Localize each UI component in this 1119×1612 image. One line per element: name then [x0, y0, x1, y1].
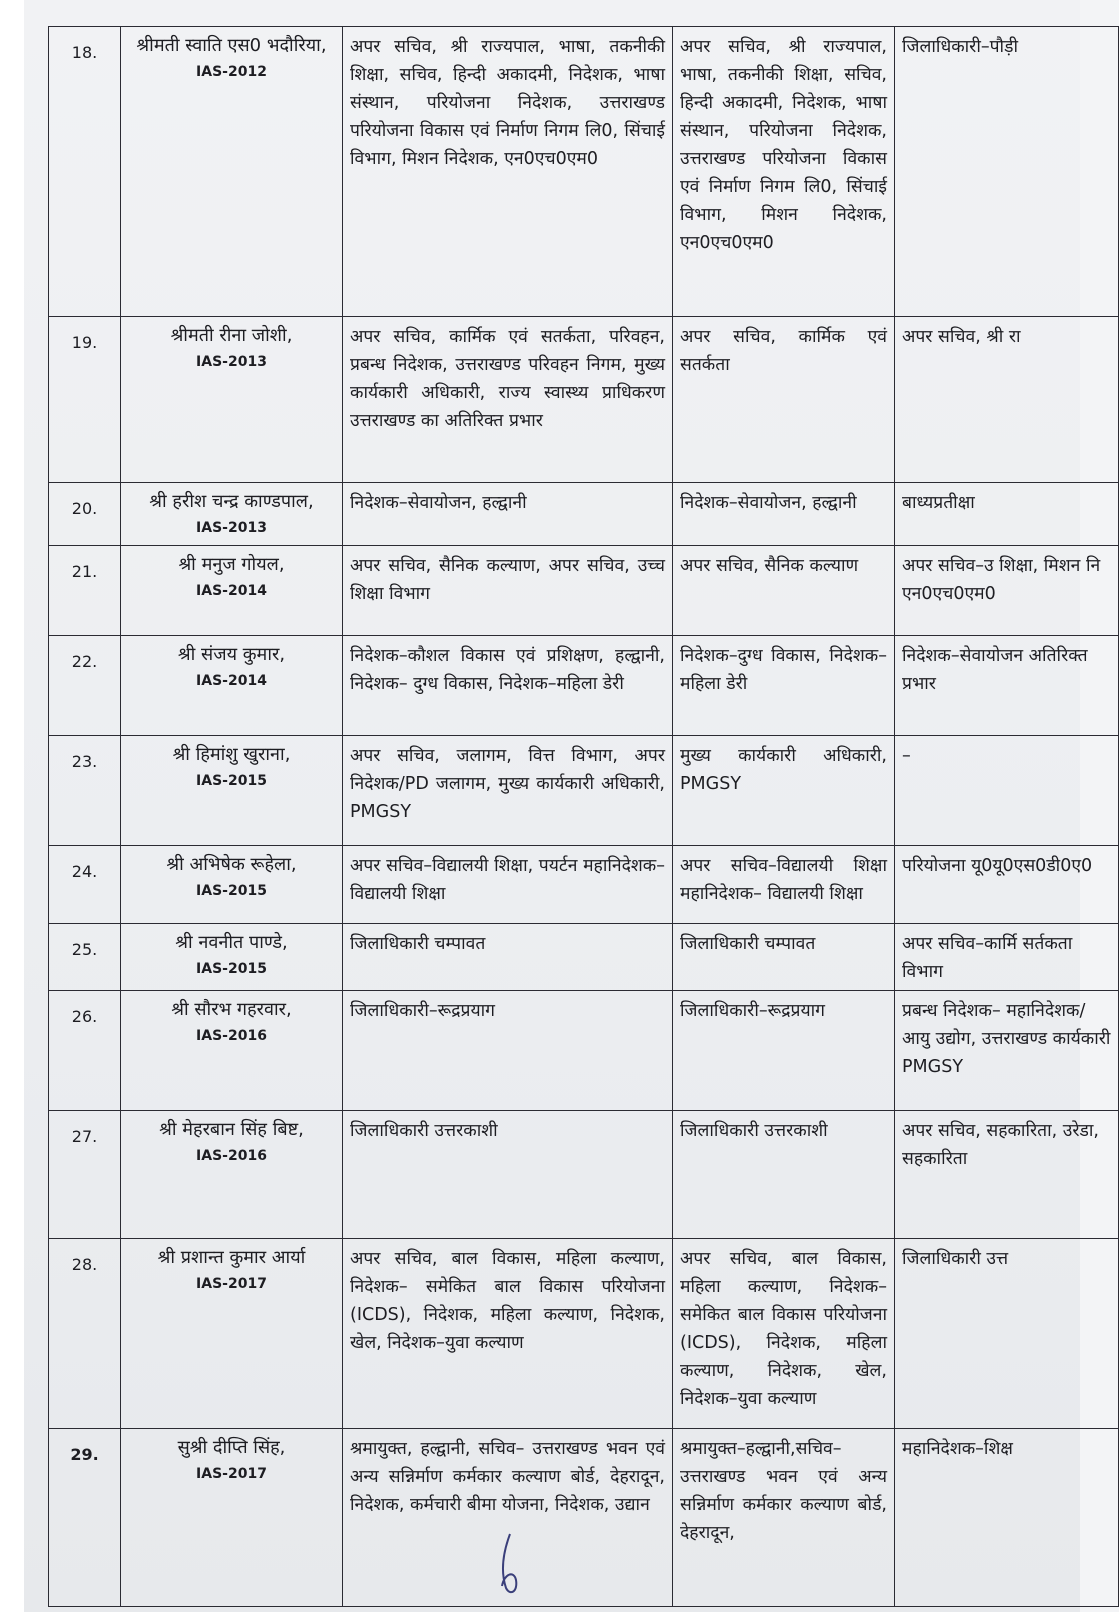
new-posting: परियोजना यू0यू0एस0डी0ए0 — [895, 846, 1119, 924]
new-posting: अपर सचिव–उ शिक्षा, मिशन नि एन0एच0एम0 — [895, 546, 1119, 636]
table-row — [49, 1111, 1119, 1239]
serial-number: 21. — [49, 546, 121, 636]
previous-posting: अपर सचिव, सैनिक कल्याण, अपर सचिव, उच्च शिक्षा विभाग — [343, 546, 673, 636]
new-posting: प्रबन्ध निदेशक– महानिदेशक/आयु उद्योग, उत्तराखण्ड कार्यकारी PMGSY — [895, 991, 1119, 1111]
new-posting: अपर सचिव–कार्मि सर्तकता विभाग — [895, 924, 1119, 991]
table-row — [49, 1429, 1119, 1607]
previous-posting: अपर सचिव, जलागम, वित्त विभाग, अपर निदेशक/PD जलागम, मुख्य कार्यकारी अधिकारी, PMGSY — [343, 736, 673, 846]
previous-posting: अपर सचिव, श्री राज्यपाल, भाषा, तकनीकी शिक्षा, सचिव, हिन्दी अकादमी, निदेशक, भाषा संस्थान, परियोजना निदेशक, उत्तराखण्ड परियोजना विकास एवं निर्माण निगम लि0, सिंचाई विभाग, मिशन निदेशक, एन0एच0एम0 — [343, 27, 673, 317]
officer-batch: IAS-2015 — [196, 883, 267, 899]
new-posting: महानिदेशक–शिक्ष — [895, 1429, 1119, 1607]
officer-batch: IAS-2016 — [196, 1028, 267, 1044]
serial-number: 27. — [49, 1111, 121, 1239]
current-posting: अपर सचिव–विद्यालयी शिक्षा महानिदेशक– विद्यालयी शिक्षा — [673, 846, 895, 924]
table-row — [49, 636, 1119, 736]
officer-batch: IAS-2015 — [196, 773, 267, 789]
officer-cell — [121, 636, 343, 736]
previous-posting: अपर सचिव, कार्मिक एवं सतर्कता, परिवहन, प्रबन्ध निदेशक, उत्तराखण्ड परिवहन निगम, मुख्य कार्यकारी अधिकारी, राज्य स्वास्थ्य प्राधिकरण उत्तराखण्ड का अतिरिक्त प्रभार — [343, 317, 673, 483]
previous-posting: निदेशक–सेवायोजन, हल्द्वानी — [343, 483, 673, 546]
officer-name: श्रीमती स्वाति एस0 भदौरिया, — [136, 35, 327, 56]
officer-batch: IAS-2016 — [196, 1148, 267, 1164]
officer-cell — [121, 1111, 343, 1239]
new-posting: अपर सचिव, श्री रा — [895, 317, 1119, 483]
serial-number: 25. — [49, 924, 121, 991]
previous-posting: जिलाधिकारी–रूद्रप्रयाग — [343, 991, 673, 1111]
page-left-margin — [0, 0, 24, 1612]
current-posting: मुख्य कार्यकारी अधिकारी, PMGSY — [673, 736, 895, 846]
table-row — [49, 846, 1119, 924]
transfer-order-table — [48, 26, 1119, 1607]
current-posting: जिलाधिकारी–रूद्रप्रयाग — [673, 991, 895, 1111]
current-posting: निदेशक–दुग्ध विकास, निदेशक–महिला डेरी — [673, 636, 895, 736]
previous-posting: जिलाधिकारी चम्पावत — [343, 924, 673, 991]
serial-number: 23. — [49, 736, 121, 846]
current-posting: अपर सचिव, सैनिक कल्याण — [673, 546, 895, 636]
officer-cell — [121, 483, 343, 546]
officer-name: श्री नवनीत पाण्डे, — [175, 932, 288, 953]
serial-number: 24. — [49, 846, 121, 924]
table-row — [49, 736, 1119, 846]
serial-number: 26. — [49, 991, 121, 1111]
current-posting: अपर सचिव, श्री राज्यपाल, भाषा, तकनीकी शिक्षा, सचिव, हिन्दी अकादमी, निदेशक, भाषा संस्थान, परियोजना निदेशक, उत्तराखण्ड परियोजना विकास एवं निर्माण निगम लि0, सिंचाई विभाग, मिशन निदेशक, एन0एच0एम0 — [673, 27, 895, 317]
officer-batch: IAS-2017 — [196, 1466, 267, 1482]
new-posting: अपर सचिव, सहकारिता, उरेडा, सहकारिता — [895, 1111, 1119, 1239]
officer-cell — [121, 317, 343, 483]
previous-posting: श्रमायुक्त, हल्द्वानी, सचिव– उत्तराखण्ड भवन एवं अन्य सन्निर्माण कर्मकार कल्याण बोर्ड, देहरादून, निदेशक, कर्मचारी बीमा योजना, निदेशक, उद्यान — [343, 1429, 673, 1607]
officer-batch: IAS-2012 — [196, 64, 267, 80]
current-posting: अपर सचिव, बाल विकास, महिला कल्याण, निदेशक–समेकित बाल विकास परियोजना (ICDS), निदेशक, महिला कल्याण, निदेशक, खेल, निदेशक–युवा कल्याण — [673, 1239, 895, 1429]
officer-cell — [121, 27, 343, 317]
table-row — [49, 317, 1119, 483]
officer-cell — [121, 924, 343, 991]
current-posting: जिलाधिकारी उत्तरकाशी — [673, 1111, 895, 1239]
officer-batch: IAS-2013 — [196, 354, 267, 370]
table-row — [49, 483, 1119, 546]
serial-number: 20. — [49, 483, 121, 546]
officer-cell — [121, 546, 343, 636]
previous-posting: जिलाधिकारी उत्तरकाशी — [343, 1111, 673, 1239]
officer-cell — [121, 736, 343, 846]
officer-cell — [121, 1239, 343, 1429]
table-row — [49, 991, 1119, 1111]
officer-name: श्री सौरभ गहरवार, — [171, 999, 292, 1020]
serial-number: 19. — [49, 317, 121, 483]
officer-batch: IAS-2014 — [196, 673, 267, 689]
officer-batch: IAS-2015 — [196, 961, 267, 977]
table-row — [49, 1239, 1119, 1429]
officer-cell — [121, 846, 343, 924]
new-posting: – — [895, 736, 1119, 846]
current-posting: निदेशक–सेवायोजन, हल्द्वानी — [673, 483, 895, 546]
serial-number: 28. — [49, 1239, 121, 1429]
officer-name: श्री प्रशान्त कुमार आर्या — [157, 1247, 306, 1268]
serial-number: 18. — [49, 27, 121, 317]
new-posting: जिलाधिकारी उत्त — [895, 1239, 1119, 1429]
previous-posting: निदेशक–कौशल विकास एवं प्रशिक्षण, हल्द्वानी, निदेशक– दुग्ध विकास, निदेशक–महिला डेरी — [343, 636, 673, 736]
table-row — [49, 27, 1119, 317]
previous-posting: अपर सचिव–विद्यालयी शिक्षा, पयर्टन महानिदेशक– विद्यालयी शिक्षा — [343, 846, 673, 924]
officer-batch: IAS-2014 — [196, 583, 267, 599]
table-row — [49, 924, 1119, 991]
officer-cell — [121, 1429, 343, 1607]
officer-name: श्री अभिषेक रूहेला, — [166, 854, 297, 875]
signature-mark — [492, 1530, 526, 1600]
officer-name: श्रीमती रीना जोशी, — [170, 325, 293, 346]
officer-name: श्री संजय कुमार, — [177, 644, 286, 665]
officer-name: श्री हरीश चन्द्र काण्डपाल, — [149, 491, 314, 512]
officer-batch: IAS-2013 — [196, 520, 267, 536]
officer-cell — [121, 991, 343, 1111]
officer-name: श्री मेहरबान सिंह बिष्ट, — [159, 1119, 304, 1140]
new-posting: बाध्यप्रतीक्षा — [895, 483, 1119, 546]
current-posting: अपर सचिव, कार्मिक एवं सतर्कता — [673, 317, 895, 483]
new-posting: जिलाधिकारी–पौड़ी — [895, 27, 1119, 317]
current-posting: जिलाधिकारी चम्पावत — [673, 924, 895, 991]
previous-posting: अपर सचिव, बाल विकास, महिला कल्याण, निदेशक– समेकित बाल विकास परियोजना (ICDS), निदेशक, महिला कल्याण, निदेशक, खेल, निदेशक–युवा कल्याण — [343, 1239, 673, 1429]
current-posting: श्रमायुक्त–हल्द्वानी,सचिव– उत्तराखण्ड भवन एवं अन्य सन्निर्माण कर्मकार कल्याण बोर्ड, देहरादून, — [673, 1429, 895, 1607]
serial-number: 22. — [49, 636, 121, 736]
serial-number: 29. — [49, 1429, 121, 1607]
officer-batch: IAS-2017 — [196, 1276, 267, 1292]
table-row — [49, 546, 1119, 636]
officer-name: श्री मनुज गोयल, — [178, 554, 285, 575]
new-posting: निदेशक–सेवायोजन अतिरिक्त प्रभार — [895, 636, 1119, 736]
officer-name: सुश्री दीप्ति सिंह, — [177, 1437, 286, 1458]
officer-name: श्री हिमांशु खुराना, — [172, 744, 291, 765]
